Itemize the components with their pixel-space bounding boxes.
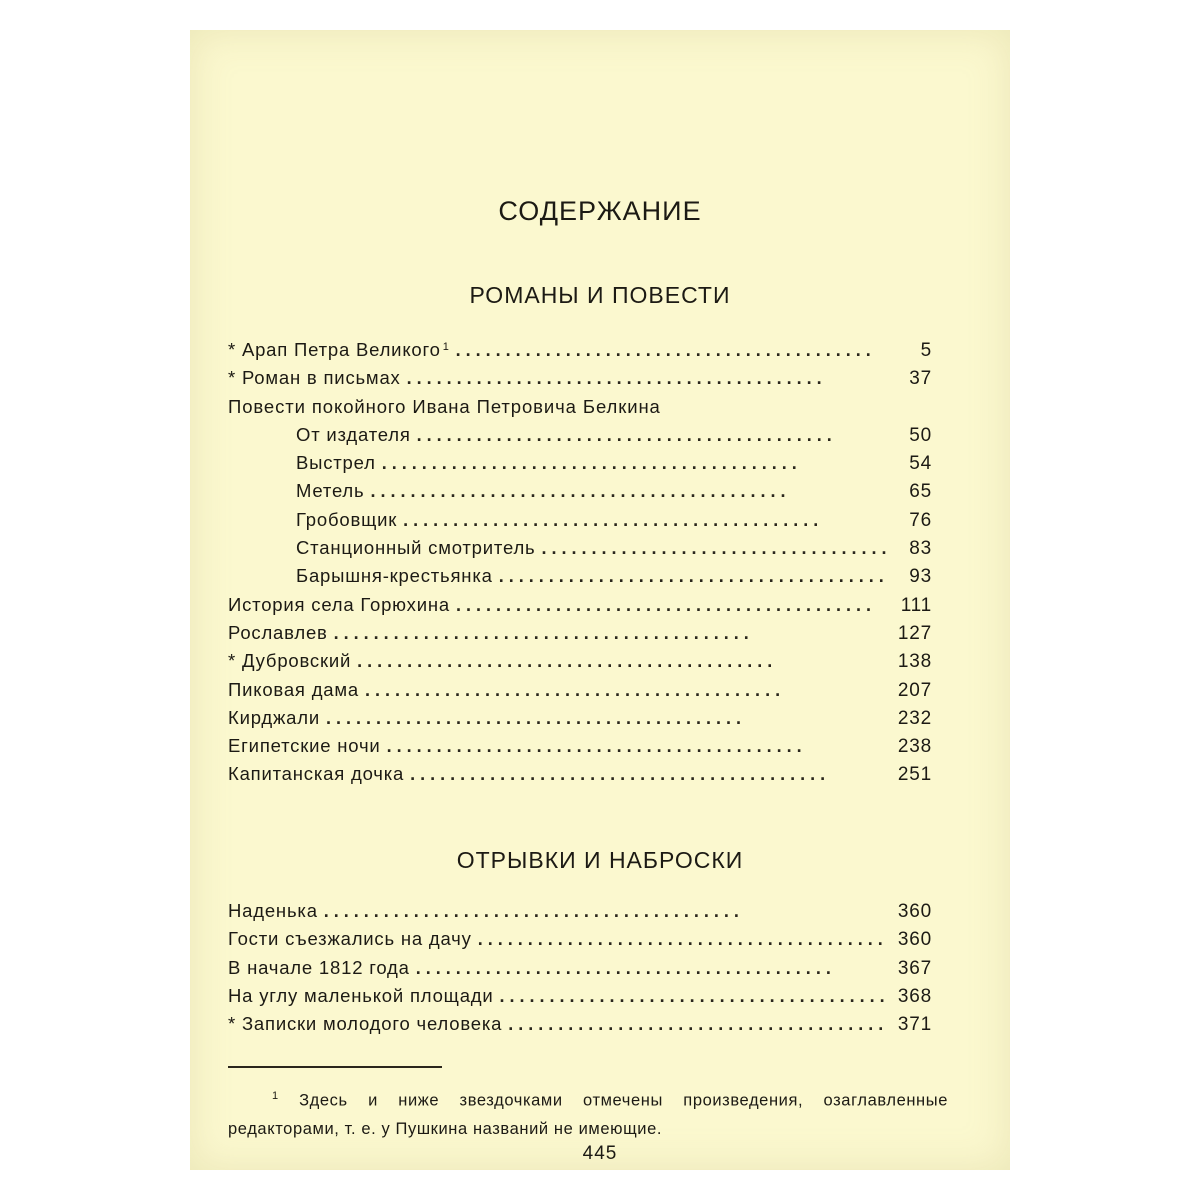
toc-entry-page: 207 [897,679,932,701]
dot-leader [416,957,886,979]
dot-leader [357,650,886,672]
dot-leader [324,900,886,922]
toc-entry [228,622,932,650]
footnote-text: Здесь и ниже звездочками отмечены произведения, озаглавленные редакторами, т. е. у Пушкина названий не имеющие. [228,1091,948,1138]
footnote-marker: 1 [272,1090,279,1102]
dot-leader [365,679,886,701]
toc-entry-title: Кирджали [228,706,320,728]
toc-entry-title: Метель [296,480,365,502]
dot-leader [500,985,886,1007]
dot-leader [382,452,886,474]
toc-entry-title: * Дубровский [228,650,352,672]
footnote-divider [228,1066,442,1068]
toc-entry-page: 360 [897,901,932,922]
toc-entry [228,679,932,707]
section-heading-novels: РОМАНЫ И ПОВЕСТИ [469,282,731,308]
toc-entry-title: Станционный смотритель [296,537,536,559]
toc-entry-page: 111 [900,594,932,616]
toc-entry-page: 238 [897,736,932,758]
toc-entry-title: Гости съезжались на дачу [228,928,472,950]
dot-leader [499,565,886,587]
toc-entry-page: 127 [897,622,932,644]
toc-entry-title: На углу маленькой площади [228,984,494,1006]
dot-leader [508,1013,886,1035]
toc-entry [228,594,932,622]
footnote [228,1082,948,1143]
toc-entry [228,735,932,763]
book-page [190,30,1010,1170]
toc-entry-page: 251 [897,764,932,786]
toc-entry-page: 83 [909,538,932,560]
toc-entry-page: 368 [897,985,932,1007]
toc-entry-title: Капитанская дочка [228,763,405,785]
dot-leader [541,537,886,559]
toc-entry [228,424,932,452]
page-title: СОДЕРЖАНИЕ [498,196,702,226]
page-number: 445 [582,1143,618,1164]
toc-entry-title: Наденька [228,900,318,921]
toc-entry-page: 5 [920,340,932,361]
toc-entry-title: Египетские ночи [228,735,381,757]
dot-leader [417,424,886,446]
toc-entry [228,928,932,956]
toc-list-novels [228,339,932,792]
toc-group-heading [228,396,932,424]
dot-leader [410,763,886,785]
toc-entry [228,957,932,985]
toc-entry [228,763,932,791]
toc-entry-title: Гробовщик [296,508,398,530]
toc-entry-title: История села Горюхина [228,593,450,615]
toc-entry [228,537,932,565]
toc-entry [228,367,932,395]
toc-entry [228,480,932,508]
toc-entry-title: Рославлев [228,621,328,643]
section-heading-fragments: ОТРЫВКИ И НАБРОСКИ [456,847,744,873]
dot-leader [478,928,886,950]
toc-entry-title: Барышня-крестьянка [296,565,493,587]
toc-group-title: Повести покойного Ивана Петровича Белкина [228,395,661,417]
toc-entry [228,900,932,928]
toc-entry-title: * Роман в письмах [228,367,401,389]
toc-entry-title: * Арап Петра Великого [228,339,441,360]
toc-entry-page: 76 [909,509,932,531]
toc-entry [228,339,932,367]
dot-leader [456,339,886,361]
toc-entry-page: 93 [909,566,932,588]
toc-entry-page: 138 [897,651,932,673]
dot-leader [387,735,886,757]
toc-entry-page: 360 [897,929,932,951]
toc-entry-page: 37 [909,368,932,390]
toc-entry-title: От издателя [296,423,411,445]
toc-entry-page: 371 [897,1014,932,1036]
toc-entry [228,985,932,1013]
toc-entry-title: Пиковая дама [228,678,359,700]
toc-entry-page: 54 [909,453,932,475]
toc-entry-page: 367 [897,957,932,979]
toc-entry-page: 50 [909,424,932,446]
toc-entry [228,565,932,593]
toc-entry [228,650,932,678]
toc-entry-title: * Записки молодого человека [228,1013,503,1035]
toc-entry-title: Выстрел [296,452,376,474]
dot-leader [326,707,886,729]
toc-entry-page: 232 [897,707,932,729]
toc-entry-page: 65 [909,481,932,503]
dot-leader [456,594,886,616]
dot-leader [334,622,886,644]
dot-leader [403,509,886,531]
dot-leader [370,480,886,502]
toc-entry [228,452,932,480]
toc-list-fragments [228,900,932,1041]
footnote-reference: 1 [442,341,450,353]
toc-entry [228,509,932,537]
toc-entry [228,707,932,735]
dot-leader [407,367,886,389]
toc-entry [228,1013,932,1041]
toc-entry-title: В начале 1812 года [228,956,410,978]
